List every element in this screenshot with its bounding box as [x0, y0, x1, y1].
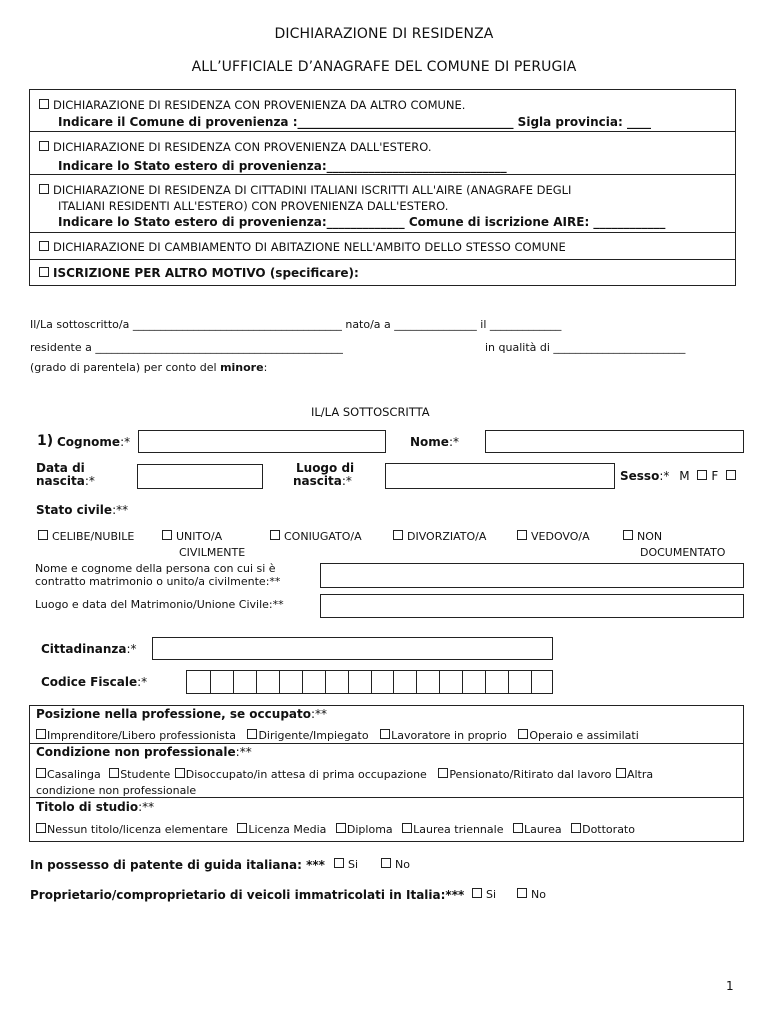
titolo-laurea-triennale[interactable]: Laurea triennale: [402, 823, 503, 836]
titolo-laurea[interactable]: Laurea: [513, 823, 562, 836]
cittadinanza-input[interactable]: [152, 637, 553, 660]
codice-fiscale-cell: [393, 671, 394, 693]
codice-fiscale-cell: [439, 671, 440, 693]
guardian-line-3: (grado di parentela) per conto del minore:: [30, 361, 268, 374]
divider: [29, 174, 736, 175]
veicoli-no[interactable]: No: [517, 888, 546, 901]
codice-fiscale-cell: [531, 671, 532, 693]
cond-altra[interactable]: Altra: [616, 768, 653, 781]
codice-fiscale-cell: [256, 671, 257, 693]
matrimonio-input[interactable]: [320, 594, 744, 618]
partner-label-2: contratto matrimonio o unito/a civilmente:**: [35, 575, 281, 588]
guardian-line-2a: residente a _____________________________________________: [30, 341, 343, 354]
matrimonio-label: Luogo e data del Matrimonio/Unione Civile:**: [35, 598, 284, 611]
cond-pensionato[interactable]: Pensionato/Ritirato dal lavoro: [438, 768, 611, 781]
choice-aire[interactable]: DICHIARAZIONE DI RESIDENZA DI CITTADINI ITALIANI ISCRITTI ALL'AIRE (ANAGRAFE DEGLI: [39, 183, 571, 197]
checkbox[interactable]: [39, 241, 49, 251]
guardian-line-1: Il/La sottoscritto/a ______________________________________ nato/a a _______________ il _____________: [30, 318, 562, 331]
stato-unito[interactable]: UNITO/A: [162, 530, 222, 543]
choice-aire-line2: ITALIANI RESIDENTI ALL'ESTERO) CON PROVENIENZA DALL'ESTERO.: [58, 199, 449, 213]
codice-fiscale-cell: [210, 671, 211, 693]
posizione-label: Posizione nella professione, se occupato:**: [36, 707, 328, 721]
choice-estero-detail: Indicare lo Stato estero di provenienza:______________________________: [58, 159, 507, 173]
titolo-dottorato[interactable]: Dottorato: [571, 823, 635, 836]
codice-fiscale-cell: [508, 671, 509, 693]
veicoli-si[interactable]: Si: [472, 888, 496, 901]
condizione-label: Condizione non professionale:**: [36, 745, 252, 759]
codice-fiscale-cell: [302, 671, 303, 693]
document-title: DICHIARAZIONE DI RESIDENZA: [274, 26, 494, 42]
posizione-options: [36, 729, 639, 742]
codice-fiscale-cell: [485, 671, 486, 693]
codice-fiscale-input[interactable]: [186, 670, 553, 694]
codice-fiscale-cell: [233, 671, 234, 693]
choice-altro-motivo[interactable]: ISCRIZIONE PER ALTRO MOTIVO (specificare):: [39, 266, 359, 280]
stato-non-documentato[interactable]: NON: [623, 530, 662, 543]
pos-imprenditore[interactable]: Imprenditore/Libero professionista: [36, 729, 236, 742]
stato-civile-label: Stato civile:**: [36, 503, 129, 517]
luogo-nascita-label-1: Luogo di: [296, 461, 355, 475]
cognome-input[interactable]: [138, 430, 386, 453]
choice-estero[interactable]: DICHIARAZIONE DI RESIDENZA CON PROVENIENZA DALL'ESTERO.: [39, 140, 432, 154]
section-heading: IL/LA SOTTOSCRITTA: [311, 405, 430, 419]
divider: [29, 232, 736, 233]
choice-altro-comune[interactable]: DICHIARAZIONE DI RESIDENZA CON PROVENIENZA DA ALTRO COMUNE.: [39, 98, 465, 112]
luogo-nascita-label-2: nascita:*: [293, 474, 352, 488]
condizione-line-2: condizione non professionale: [36, 784, 197, 797]
codice-fiscale-cell: [371, 671, 372, 693]
titolo-nessuno[interactable]: Nessun titolo/licenza elementare: [36, 823, 228, 836]
data-nascita-label-2: nascita:*: [36, 474, 95, 488]
codice-fiscale-cell: [416, 671, 417, 693]
titolo-options: [36, 823, 635, 836]
patente-si[interactable]: Si: [334, 858, 358, 871]
checkbox[interactable]: [39, 141, 49, 151]
cond-studente[interactable]: Studente: [109, 768, 170, 781]
pos-lavoratore[interactable]: Lavoratore in proprio: [380, 729, 507, 742]
person-number: 1): [37, 433, 54, 449]
sesso-m-checkbox[interactable]: [697, 470, 707, 480]
stato-vedovo[interactable]: VEDOVO/A: [517, 530, 590, 543]
cittadinanza-label: Cittadinanza:*: [41, 642, 137, 656]
sesso-field: Sesso:* M F: [620, 469, 740, 483]
partner-label-1: Nome e cognome della persona con cui si è: [35, 562, 276, 575]
sesso-f-checkbox[interactable]: [726, 470, 736, 480]
divider: [29, 743, 744, 744]
cond-casalinga[interactable]: Casalinga: [36, 768, 101, 781]
data-nascita-input[interactable]: [137, 464, 263, 489]
cognome-label: Cognome:*: [57, 435, 131, 449]
checkbox[interactable]: [39, 99, 49, 109]
divider: [29, 259, 736, 260]
codice-fiscale-cell: [462, 671, 463, 693]
stato-divorziato[interactable]: DIVORZIATO/A: [393, 530, 486, 543]
codice-fiscale-cell: [348, 671, 349, 693]
condizione-options: [36, 768, 653, 781]
checkbox[interactable]: [39, 267, 49, 277]
divider: [29, 131, 736, 132]
codice-fiscale-cell: [325, 671, 326, 693]
cond-disoccupato[interactable]: Disoccupato/in attesa di prima occupazione: [175, 768, 427, 781]
nome-input[interactable]: [485, 430, 744, 453]
document-subtitle: ALL’UFFICIALE D’ANAGRAFE DEL COMUNE DI PERUGIA: [191, 59, 577, 75]
pos-operaio[interactable]: Operaio e assimilati: [518, 729, 638, 742]
guardian-line-2b: in qualità di ________________________: [485, 341, 686, 354]
stato-celibe[interactable]: CELIBE/NUBILE: [38, 530, 134, 543]
divider: [29, 797, 744, 798]
patente-label: In possesso di patente di guida italiana: ***: [30, 858, 325, 872]
choice-aire-detail: Indicare lo Stato estero di provenienza:_____________ Comune di iscrizione AIRE: ____________: [58, 215, 666, 229]
checkbox[interactable]: [39, 184, 49, 194]
stato-coniugato[interactable]: CONIUGATO/A: [270, 530, 362, 543]
page-number: 1: [726, 979, 734, 993]
nome-label: Nome:*: [410, 435, 459, 449]
stato-civilmente: CIVILMENTE: [179, 546, 246, 559]
luogo-nascita-input[interactable]: [385, 463, 615, 489]
codice-fiscale-label: Codice Fiscale:*: [41, 675, 148, 689]
codice-fiscale-cell: [279, 671, 280, 693]
partner-input[interactable]: [320, 563, 744, 588]
titolo-studio-label: Titolo di studio:**: [36, 800, 155, 814]
stato-documentato: DOCUMENTATO: [640, 546, 726, 559]
choice-cambio-abitazione[interactable]: DICHIARAZIONE DI CAMBIAMENTO DI ABITAZIONE NELL'AMBITO DELLO STESSO COMUNE: [39, 240, 566, 254]
data-nascita-label-1: Data di: [36, 461, 85, 475]
titolo-licenza-media[interactable]: Licenza Media: [237, 823, 326, 836]
veicoli-label: Proprietario/comproprietario di veicoli immatricolati in Italia:***: [30, 888, 465, 902]
patente-no[interactable]: No: [381, 858, 410, 871]
titolo-diploma[interactable]: Diploma: [336, 823, 393, 836]
pos-dirigente[interactable]: Dirigente/Impiegato: [247, 729, 368, 742]
choice-altro-comune-detail: Indicare il Comune di provenienza :____________________________________ Sigla provincia: ____: [58, 115, 651, 129]
